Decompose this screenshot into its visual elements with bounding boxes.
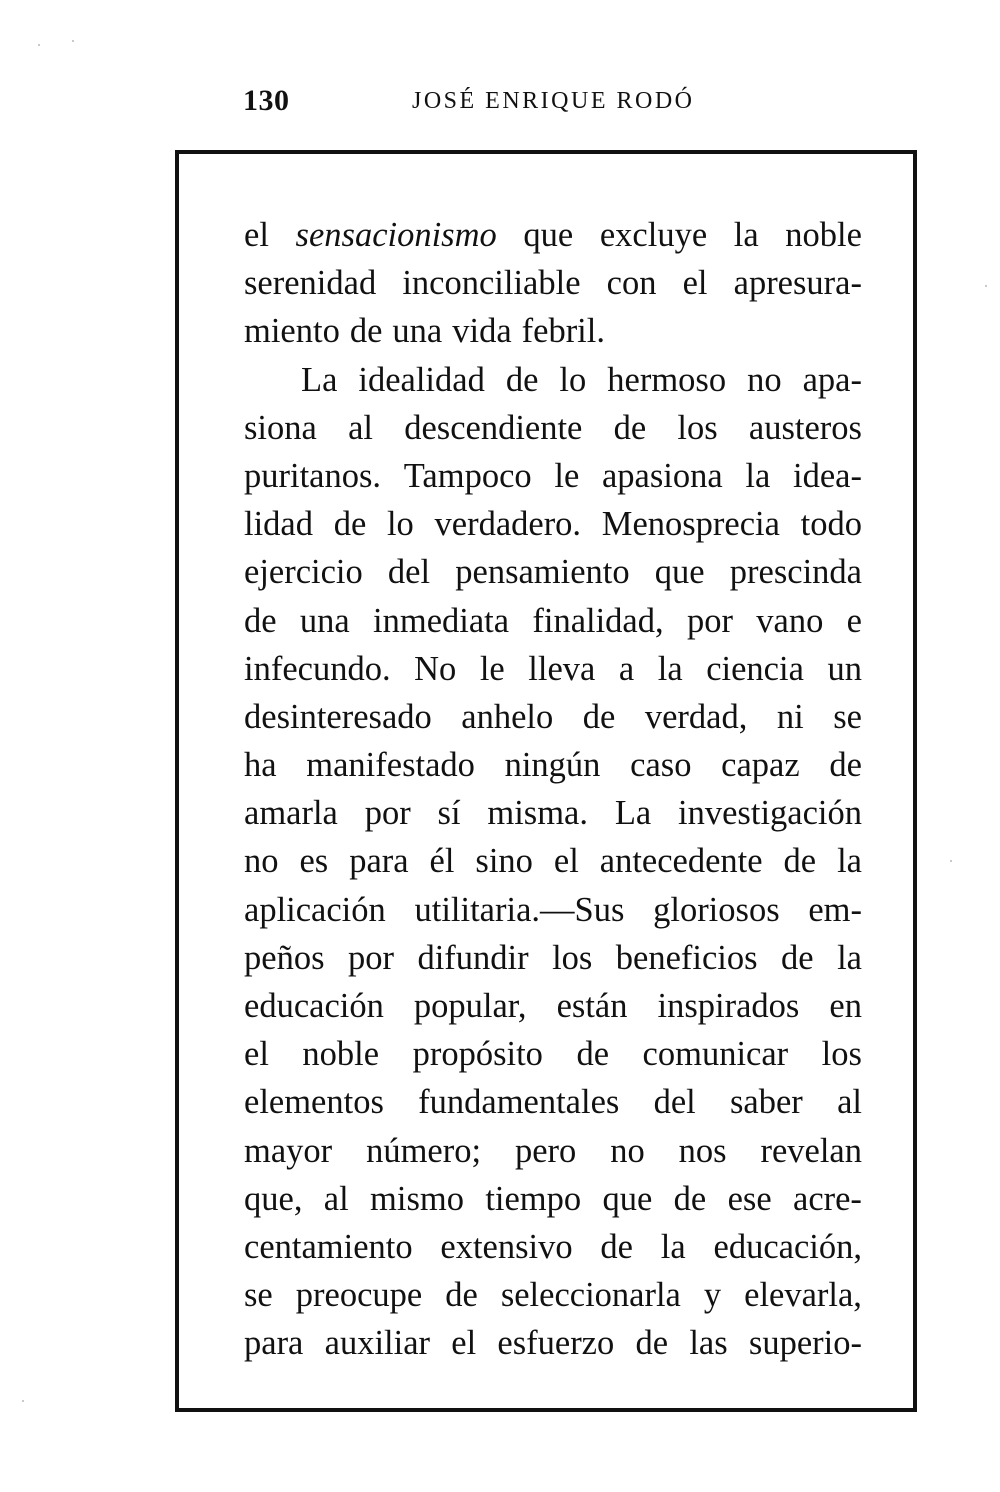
word: pensamiento — [455, 553, 630, 592]
word: están — [556, 987, 628, 1025]
word: de — [582, 697, 616, 736]
word: febril. — [521, 312, 605, 351]
word: vano — [756, 601, 824, 640]
word: extensivo — [440, 1227, 573, 1266]
text-line — [244, 693, 862, 741]
text-line — [244, 597, 862, 645]
word: la — [657, 649, 683, 688]
word: se — [833, 697, 862, 736]
word: ese — [727, 1179, 772, 1218]
word: anhelo — [461, 697, 554, 736]
word: del — [387, 553, 431, 592]
word: amarla — [244, 794, 338, 833]
word: verdad, — [644, 697, 748, 736]
word: investigación — [678, 794, 862, 833]
word: tiempo — [485, 1179, 582, 1218]
word: fundamentales — [418, 1083, 620, 1122]
word: sino — [475, 842, 533, 881]
word: inmediata — [373, 601, 510, 640]
word: pero — [514, 1131, 577, 1170]
word: de — [445, 1276, 478, 1315]
text-line — [244, 1078, 862, 1126]
word: infecundo. — [244, 649, 391, 688]
word: número; — [366, 1131, 482, 1170]
scan-speck — [38, 44, 40, 46]
text-line — [244, 934, 862, 982]
text-line — [244, 211, 862, 259]
word: que — [523, 216, 574, 254]
word: de — [333, 505, 367, 544]
word: la — [837, 842, 862, 881]
word: beneficios — [615, 938, 758, 977]
word: al — [323, 1179, 349, 1218]
word: que — [654, 553, 705, 592]
text-line — [244, 548, 862, 596]
word: no — [244, 842, 279, 881]
word: la — [733, 216, 759, 254]
word: siona — [244, 408, 317, 447]
scan-speck — [985, 285, 987, 287]
word: educación, — [713, 1227, 862, 1266]
word: un — [827, 649, 862, 688]
word: por — [364, 794, 411, 833]
word: el — [244, 216, 269, 254]
word: los — [677, 408, 718, 447]
word: y — [703, 1276, 722, 1315]
word: del — [653, 1083, 696, 1122]
word: el — [244, 1035, 269, 1074]
word: esfuerzo — [497, 1324, 615, 1363]
word: de — [349, 312, 383, 351]
text-line — [244, 1175, 862, 1223]
word: las — [689, 1324, 728, 1363]
word: de — [505, 360, 539, 399]
word: prescinda — [729, 553, 862, 592]
word: vida — [452, 312, 512, 351]
word: misma. — [487, 794, 588, 833]
word: elevarla, — [744, 1276, 862, 1315]
word: la — [745, 456, 771, 495]
word: ningún — [504, 746, 601, 785]
body-text — [244, 211, 862, 1368]
word: austeros — [748, 408, 862, 447]
word: ejercicio — [244, 553, 363, 592]
word: que, — [244, 1179, 303, 1218]
scan-speck — [22, 1400, 24, 1402]
text-line — [244, 837, 862, 885]
word: el — [682, 264, 708, 303]
word: aplicación — [244, 890, 386, 929]
word: e — [846, 601, 862, 640]
word: lo — [559, 360, 587, 399]
word: inconciliable — [402, 264, 581, 303]
word: de — [781, 938, 814, 977]
word: hermoso — [607, 360, 727, 399]
word: capaz — [721, 746, 800, 785]
word: ha — [244, 746, 277, 785]
text-line — [244, 1271, 862, 1319]
word: no — [610, 1131, 645, 1170]
word: acre- — [793, 1179, 862, 1218]
word: de — [600, 1227, 633, 1266]
word: caso — [630, 746, 692, 785]
word: al — [837, 1083, 862, 1122]
word: noble — [302, 1035, 380, 1074]
word: la — [660, 1227, 686, 1266]
word: el — [451, 1324, 477, 1363]
text-line — [244, 259, 862, 307]
word: seleccionarla — [500, 1276, 681, 1315]
word: le — [554, 456, 580, 495]
word: puritanos. — [244, 456, 382, 495]
word: saber — [730, 1083, 803, 1122]
word: una — [392, 312, 443, 351]
text-line — [244, 356, 862, 404]
running-head: JOSÉ ENRIQUE RODÓ — [412, 88, 695, 114]
word: idealidad — [358, 360, 485, 399]
word: preocupe — [295, 1276, 423, 1315]
word: descendiente — [404, 408, 583, 447]
word: auxiliar — [324, 1324, 430, 1363]
word: de — [613, 408, 647, 447]
word: propósito — [412, 1035, 543, 1074]
word: él — [429, 842, 455, 881]
word: antecedente — [599, 842, 763, 881]
word: difundir — [417, 938, 529, 977]
word: a — [618, 649, 635, 688]
word: miento — [244, 312, 340, 351]
text-line — [244, 1127, 862, 1175]
word: No — [414, 649, 457, 688]
text-line — [244, 1319, 862, 1367]
word: educación — [244, 987, 384, 1025]
word: popular, — [413, 987, 527, 1025]
word: de — [244, 601, 277, 640]
scan-speck — [72, 40, 74, 42]
word: mayor — [244, 1131, 333, 1170]
text-line — [244, 404, 862, 452]
word: el — [553, 842, 579, 881]
word: de — [576, 1035, 610, 1074]
word: de — [783, 842, 817, 881]
text-line — [244, 741, 862, 789]
word: de — [829, 746, 862, 785]
text-line — [244, 1223, 862, 1271]
word: comunicar — [642, 1035, 789, 1074]
word: en — [829, 987, 862, 1025]
word: para — [349, 842, 409, 881]
word: se — [244, 1276, 273, 1315]
scan-speck — [950, 860, 952, 862]
word: La — [301, 360, 338, 399]
text-line — [244, 452, 862, 500]
word: al — [348, 408, 373, 447]
word: es — [299, 842, 329, 881]
word: idea- — [793, 456, 862, 495]
text-line — [244, 886, 862, 934]
word: de — [635, 1324, 669, 1363]
page-number: 130 — [243, 84, 290, 117]
text-line — [244, 789, 862, 837]
word: verdadero. — [434, 505, 582, 544]
word: por — [347, 938, 394, 977]
word: ni — [776, 697, 804, 736]
word: serenidad — [244, 264, 377, 303]
word: que — [602, 1179, 653, 1218]
word: una — [299, 601, 350, 640]
word: La — [614, 794, 652, 833]
word: apasiona — [601, 456, 723, 495]
word: sí — [437, 794, 461, 833]
word: em- — [808, 890, 862, 929]
word: por — [686, 601, 733, 640]
word: con — [606, 264, 657, 303]
word: peños — [244, 938, 325, 977]
word: lleva — [528, 649, 596, 688]
word: desinteresado — [244, 697, 432, 736]
word: lo — [386, 505, 414, 544]
text-line — [244, 982, 862, 1030]
word: gloriosos — [653, 890, 780, 929]
word: centamiento — [244, 1227, 413, 1266]
word: sensacionismo — [295, 216, 497, 254]
word: apa- — [802, 360, 862, 399]
word: los — [821, 1035, 862, 1074]
word: todo — [800, 505, 862, 544]
text-line — [244, 307, 862, 355]
text-line — [244, 645, 862, 693]
word: revelan — [760, 1131, 862, 1170]
word: nos — [678, 1131, 727, 1170]
word: para — [244, 1324, 304, 1363]
word: mismo — [370, 1179, 464, 1218]
word: ciencia — [706, 649, 804, 688]
word: elementos — [244, 1083, 384, 1122]
word: Menosprecia — [601, 505, 780, 544]
word: apresura- — [733, 264, 862, 303]
word: no — [747, 360, 782, 399]
word: finalidad, — [532, 601, 664, 640]
word: lidad — [244, 505, 313, 544]
word: de — [673, 1179, 707, 1218]
word: los — [552, 938, 593, 977]
word: excluye — [599, 216, 708, 254]
word: manifestado — [306, 746, 475, 785]
word: utilitaria.—Sus — [414, 890, 625, 929]
text-line — [244, 1030, 862, 1078]
word: Tampoco — [403, 456, 532, 495]
word: la — [837, 938, 862, 977]
word: inspirados — [657, 987, 800, 1025]
word: noble — [785, 216, 862, 254]
word: le — [479, 649, 505, 688]
text-line — [244, 500, 862, 548]
word: superio- — [748, 1324, 862, 1363]
